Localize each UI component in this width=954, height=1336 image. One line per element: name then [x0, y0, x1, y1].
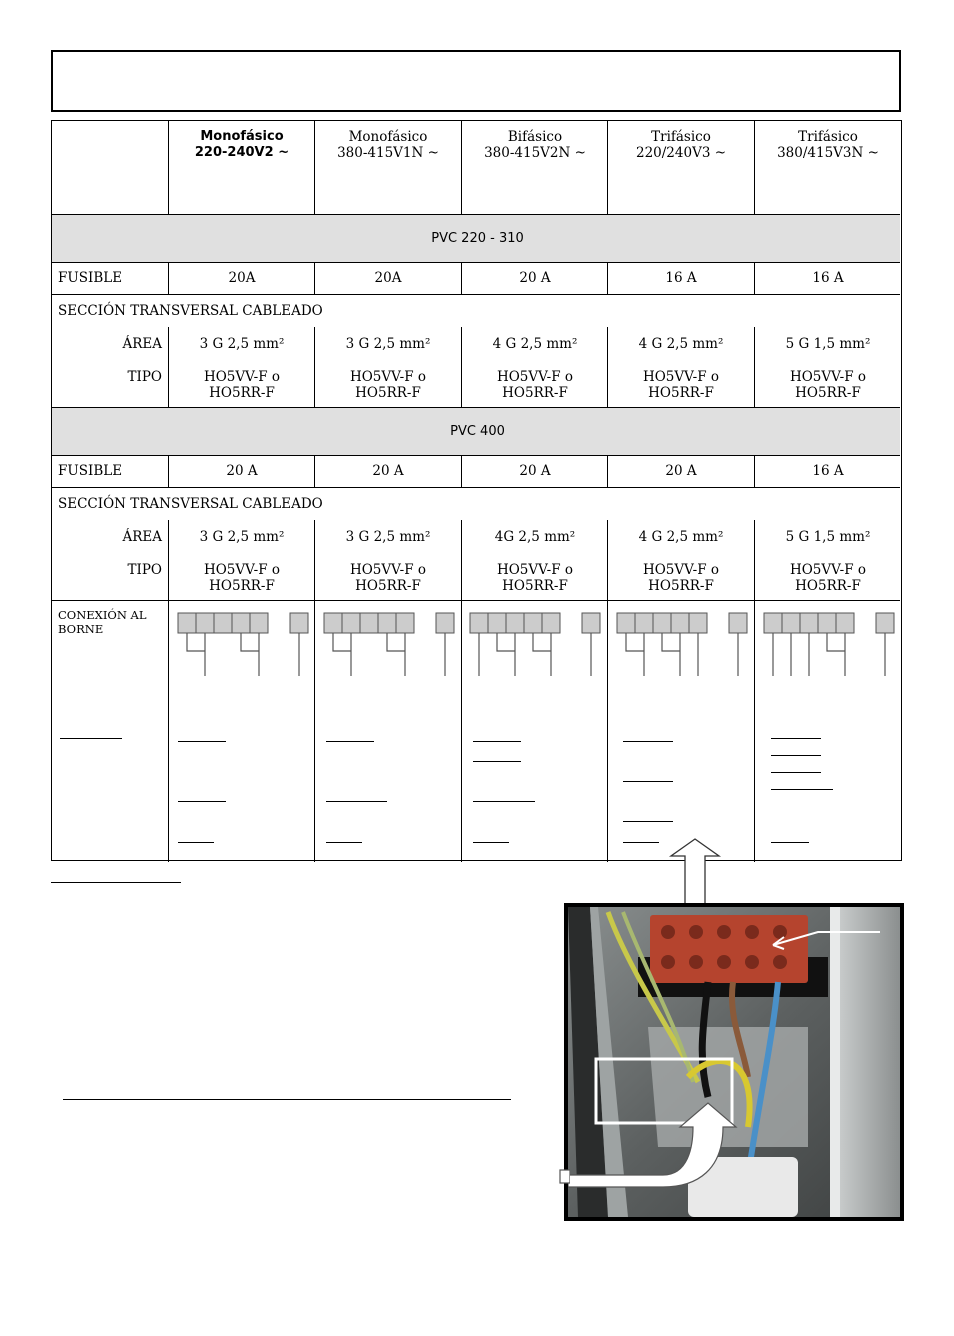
area-2-4: 4 G 2,5 mm² — [638, 529, 724, 545]
area-2-3: 4G 2,5 mm² — [494, 529, 576, 545]
area-1-2: 3 G 2,5 mm² — [345, 336, 431, 352]
cable-label-1: SECCIÓN TRANSVERSAL CABLEADO — [58, 303, 323, 319]
area-1-4: 4 G 2,5 mm² — [638, 336, 724, 352]
area-2-5: 5 G 1,5 mm² — [785, 529, 871, 545]
col-4-line2: 220/240V3 ~ — [635, 145, 727, 161]
area-1-3: 4 G 2,5 mm² — [492, 336, 578, 352]
band-title-2: PVC 400 — [450, 424, 505, 439]
connection-label: CONEXIÓN AL BORNE — [58, 608, 147, 636]
terminal-photo-illustration — [568, 907, 900, 1217]
fuse-2-5: 16 A — [812, 463, 844, 479]
col-1-line1: Monofásico — [200, 129, 284, 144]
col-header-3 — [462, 129, 608, 161]
area-label-1: ÁREA — [122, 336, 162, 352]
type-1-1: HO5VV-F o HO5RR-F — [203, 369, 281, 401]
fuse-1-5: 16 A — [812, 270, 844, 286]
fuse-2-4: 20 A — [665, 463, 697, 479]
terminal-block-5 — [764, 613, 894, 633]
fuse-2-3: 20 A — [519, 463, 551, 479]
area-1-1: 3 G 2,5 mm² — [199, 336, 285, 352]
type-label-1: TIPO — [127, 369, 162, 385]
cable-spec-table — [51, 120, 902, 861]
col-header-4 — [608, 129, 754, 161]
curved-arrow-tail — [556, 1168, 570, 1188]
terminal-block-4 — [617, 613, 747, 633]
type-1-3: HO5VV-F o HO5RR-F — [496, 369, 574, 401]
fuse-2-1: 20 A — [226, 463, 258, 479]
terminal-block-2 — [324, 613, 454, 633]
fuse-2-2: 20 A — [372, 463, 404, 479]
area-label-2: ÁREA — [122, 529, 162, 545]
col-2-line2: 380-415V1N ~ — [337, 145, 439, 161]
col-5-line1: Trifásico — [798, 129, 858, 145]
fuse-1-3: 20 A — [519, 270, 551, 286]
type-2-3: HO5VV-F o HO5RR-F — [496, 562, 574, 594]
type-2-5: HO5VV-F o HO5RR-F — [789, 562, 867, 594]
col-header-1 — [169, 129, 315, 161]
col-header-2 — [315, 129, 461, 161]
area-2-2: 3 G 2,5 mm² — [345, 529, 431, 545]
col-2-line1: Monofásico — [348, 129, 428, 145]
title-box — [51, 50, 901, 112]
band-title-1: PVC 220 - 310 — [431, 231, 524, 246]
fuse-label-1: FUSIBLE — [58, 270, 123, 286]
terminal-diagrams — [52, 601, 900, 861]
col-3-line1: Bifásico — [507, 129, 563, 145]
terminal-block-3 — [470, 613, 600, 633]
type-1-5: HO5VV-F o HO5RR-F — [789, 369, 867, 401]
type-2-4: HO5VV-F o HO5RR-F — [642, 562, 720, 594]
fuse-1-2: 20A — [374, 270, 402, 286]
type-1-4: HO5VV-F o HO5RR-F — [642, 369, 720, 401]
cable-label-2: SECCIÓN TRANSVERSAL CABLEADO — [58, 496, 323, 512]
col-1-line2: 220-240V2 ~ — [194, 145, 290, 160]
col-3-line2: 380-415V2N ~ — [484, 145, 586, 161]
col-header-5 — [755, 129, 901, 161]
type-1-2: HO5VV-F o HO5RR-F — [349, 369, 427, 401]
type-2-1: HO5VV-F o HO5RR-F — [203, 562, 281, 594]
fuse-1-4: 16 A — [665, 270, 697, 286]
fuse-1-1: 20A — [228, 270, 256, 286]
underline-short — [51, 882, 181, 883]
area-2-1: 3 G 2,5 mm² — [199, 529, 285, 545]
terminal-photo — [564, 903, 904, 1221]
type-label-2: TIPO — [127, 562, 162, 578]
area-1-5: 5 G 1,5 mm² — [785, 336, 871, 352]
type-2-2: HO5VV-F o HO5RR-F — [349, 562, 427, 594]
col-4-line1: Trifásico — [651, 129, 711, 145]
underline-long — [63, 1099, 511, 1100]
fuse-label-2: FUSIBLE — [58, 463, 123, 479]
terminal-block-1 — [178, 613, 308, 633]
col-5-line2: 380/415V3N ~ — [777, 145, 879, 161]
